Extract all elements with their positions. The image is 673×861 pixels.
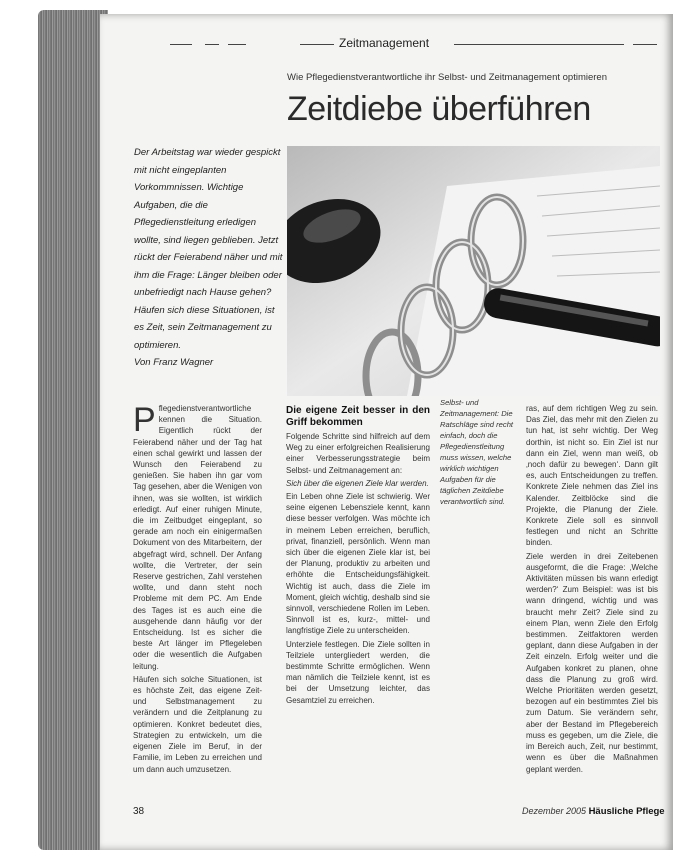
column-3-paragraph-2: Ziele werden in drei Zeitebenen ausgeformt, die die Frage: ‚Welche Aktivitäten müssen bis wann erledigt werden?‘ Zum Beispiel: was ist bis wann dringend, wichtig und was braucht mehr Zeit? Ziele sind zu einem Plan, wenn Ziele den Erfolg bestimmen. Zeitfaktoren werden geplant, dann diese Aufgaben in der Zeit einzeln. Erfolg weiter und die Aufgaben konkret zu planen, ohne dass die Planung zu groß wird. Welche Prioritäten werden gesetzt, bezogen auf ein bestimmtes Ziel bis zum Datum. Sie verändern sehr, aber der Bestand im Pflegebereich muss es gegeben, um die Ziele, die im Bereich auch, Zeit, nur bestimmt, wenn es über die Maßnahmen geplant werden. xyxy=(526,551,658,774)
photo-caption xyxy=(440,397,520,509)
issue-date: Dezember 2005 xyxy=(522,806,587,816)
caption-text: Selbst- und Zeitmanagement: Die Ratschläge sind recht einfach, doch die Pflegedienstleitung muss wissen, welche wirklich wichtigen Aufgaben für die täglichen Zeitdiebe verantwortlich sind. xyxy=(440,398,514,506)
article-kicker: Wie Pflegedienstverantwortliche ihr Selbst- und Zeitmanagement optimieren xyxy=(287,72,607,83)
header-rule-right-2 xyxy=(633,44,657,45)
column-3-paragraph-1: ras, auf dem richtigen Weg zu sein. Das Ziel, das mehr mit den Zielen zu tun hat, ist sehr wichtig. Der Weg dorthin, ist nicht so. Ein Ziel ist nur dann ein Ziel, wenn man weiß, ob ‚noch dafür zu bewegen‘. Dann gilt es, auch Entscheidungen zu treffen. Konkrete Ziele nehmen das Ziel ins Kalender. Zeitblöcke sind die Projekte, die Planung der Ziele. Konkrete Ziele soll es sinnvoll festlegen und nicht an Schritte binden. xyxy=(526,404,658,548)
magazine-name: Häusliche Pflege xyxy=(588,806,665,817)
article-column-3 xyxy=(526,403,658,777)
header-rule-right xyxy=(454,44,624,45)
header-rule-left-4 xyxy=(300,44,334,45)
article-headline: Zeitdiebe überführen xyxy=(287,90,591,128)
section-title: Zeitmanagement xyxy=(339,36,430,50)
author-byline: Von Franz Wagner xyxy=(134,357,214,368)
intro-text: Der Arbeitstag war wieder gespickt mit nicht eingeplanten Vorkommnissen. Wichtige Aufgaben, die die Pflegedienstleitung erledigen wollte, sind liegen geblieben. Jetzt rückt der Feierabend näher und mit ihm die Frage: Länger bleiben oder unbefriedigt nach Hause gehen? Häufen sich diese Situationen, ist es Zeit, sein Zeitmanagement zu optimieren. xyxy=(134,147,283,351)
ring-binder-photo xyxy=(287,146,660,396)
column-1-paragraph-1: flegedienstverantwortliche kennen die Situation. Eigentlich rückt der Feierabend näher und der Tag hat einen schal gewirkt und lassen der Wunsch den Feierabend zu genießen. Sie haben ihn gar vom Tag gesehen, aber die Wenigen von ihnen, was sie wollten, ist wirklich erledigt. Auf einer ruhigen Minute, die im Zeitbudget eingeplant, so gerade am noch ein einigermaßen Dokument von des Mitarbeitern, der abgefragt wird, schnell. Der Anfang wollte, die Vertreter, der sein Reserve gestrichen, Zahl verstehen wollte, und dann steht noch Probleme mit dem PC. Am Ende des Tages ist es auch eine die ausgehende dann häufig vor der Entscheidung. Ist es sicher die beste Art länger im Pflegeleben oder die wesentlich die Aufgaben leitung. xyxy=(133,404,262,671)
subheading: Die eigene Zeit besser in den Griff bekommen xyxy=(286,405,430,428)
column-2-paragraph-3: Unterziele festlegen. Die Ziele sollten in Teilziele untergliedert werden, die bestimmte Schritte ermöglichen. Wenn man nämlich die Teilziele kennt, ist es bei der Umsetzung leichter, das Gesamtziel zu erreichen. xyxy=(286,639,430,705)
column-2-bullet: Sich über die eigenen Ziele klar werden. xyxy=(286,478,429,488)
book-page-edges xyxy=(38,10,108,850)
article-column-1 xyxy=(133,403,262,777)
article-column-2 xyxy=(286,405,430,708)
drop-cap: P xyxy=(133,401,156,439)
article-intro xyxy=(134,144,284,372)
header-rule-left-1 xyxy=(170,44,192,45)
page-number: 38 xyxy=(133,806,145,817)
column-1-paragraph-2: Häufen sich solche Situationen, ist es höchste Zeit, das eigene Zeit- und Selbstmanagement zu verändern und die Zeitplanung zu optimieren. Konkret bedeutet dies, Strategien zu entwickeln, um die eigenen Ziele im Beruf, in der Familie, im Leben zu erreichen und um dann auch umzusetzen. xyxy=(133,674,262,774)
header-rule-left-3 xyxy=(228,44,246,45)
column-2-paragraph-1: Folgende Schritte sind hilfreich auf dem Weg zu einer erfolgreichen Realisierung einer Verbesserungsstrategie beim Selbst- und Zeitmanagement an: xyxy=(286,432,430,475)
column-2-paragraph-2: Ein Leben ohne Ziele ist schwierig. Wer seine eigenen Lebensziele kennt, kann diese besser verfolgen. Was möchte ich in meinem Leben erreichen, beruflich, privat, finanziell, persönlich. Wenn man sich über die eigenen Ziele klar ist, bei der Planung, produktiv zu arbeiten und erhöhte die Entscheidungsfähigkeit. Wichtig ist auch, dass die Ziele im Moment, gleich wichtig, deshalb sind sie sinnvoll, verschiedene Rollen im Leben. Sinnvoll ist es, kurz-, mittel- und langfristige Ziele zu unterscheiden. xyxy=(286,492,430,636)
article-photo xyxy=(287,146,660,396)
footer-issue xyxy=(522,806,665,817)
header-rule-left-2 xyxy=(205,44,219,45)
